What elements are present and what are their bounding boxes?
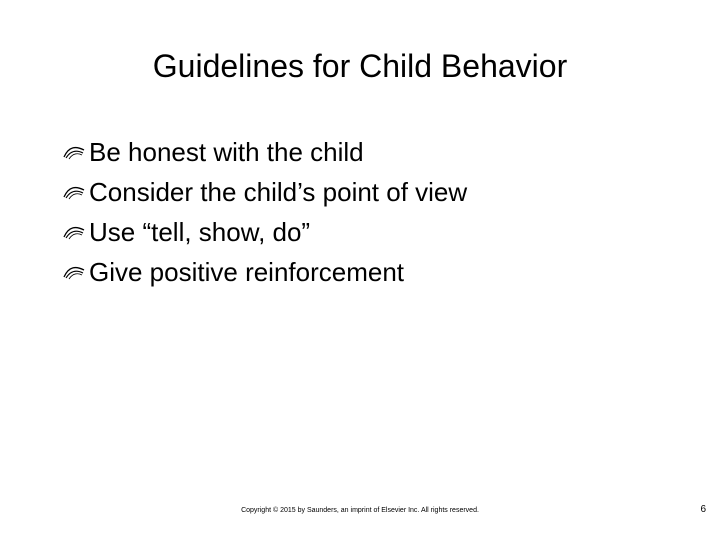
bullet-list [62,132,467,292]
bullet-text: Be honest with the child [89,137,364,167]
bullet-text: Use “tell, show, do” [89,217,311,247]
swoosh-icon [62,223,86,241]
swoosh-icon [62,183,86,201]
bullet-text: Give positive reinforcement [89,257,405,287]
swoosh-icon [62,143,86,161]
page-number: 6 [700,504,706,515]
swoosh-icon [62,263,86,281]
bullet-item [62,212,467,252]
bullet-text: Consider the child’s point of view [89,177,468,207]
bullet-item [62,252,467,292]
copyright-notice: Copyright © 2015 by Saunders, an imprint of Elsevier Inc. All rights reserved. [241,507,479,514]
bullet-item [62,132,467,172]
slide-title: Guidelines for Child Behavior [152,48,568,84]
bullet-item [62,172,467,212]
